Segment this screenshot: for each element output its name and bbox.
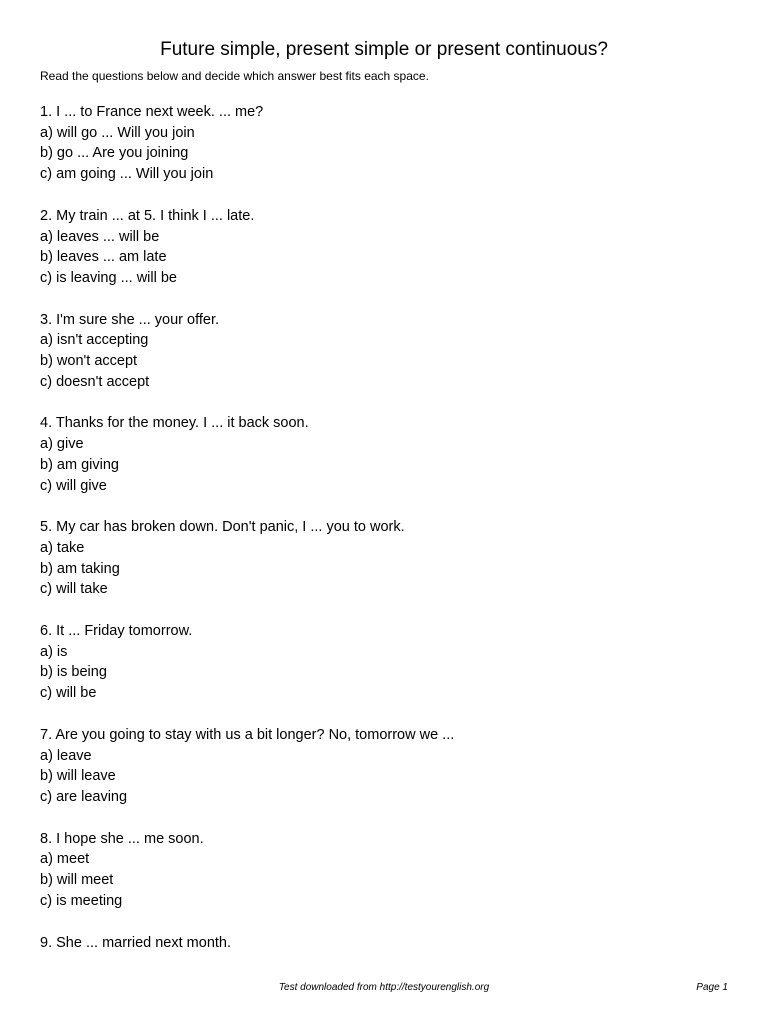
question-text: 1. I ... to France next week. ... me? [40,104,264,120]
question-text: 2. My train ... at 5. I think I ... late. [40,207,255,224]
answer-option: c) doesn't accept [40,373,150,390]
answer-option: b) will meet [40,872,114,889]
question-text: 9. She ... married next month. [40,934,232,951]
page-title: Future simple, present simple or present continuous? [160,39,608,60]
question-8 [40,829,730,912]
question-3 [40,310,730,393]
answer-option: b) won't accept [40,353,138,370]
answer-option: a) leaves ... will be [40,228,160,245]
question-text: 8. I hope she ... me soon. [40,830,204,847]
answer-option: b) am giving [40,456,119,473]
question-list [40,102,730,974]
question-4 [40,413,730,496]
question-text: 7. Are you going to stay with us a bit longer? No, tomorrow we ... [40,726,455,743]
question-2 [40,206,730,289]
answer-option: b) am taking [40,560,120,577]
page-number: Page 1 [696,982,728,993]
answer-option: a) isn't accepting [40,332,149,349]
answer-option: a) give [40,436,84,453]
question-text: 6. It ... Friday tomorrow. [40,623,193,640]
answer-option: a) meet [40,851,90,868]
question-text: 5. My car has broken down. Don't panic, I ... you to work. [40,519,405,536]
answer-option: b) is being [40,664,107,681]
answer-option: b) leaves ... am late [40,249,167,266]
instructions-text: Read the questions below and decide which answer best fits each space. [40,69,429,83]
answer-option: c) will give [40,477,107,494]
answer-option: a) take [40,539,85,556]
answer-option: c) are leaving [40,788,128,805]
answer-option: c) is meeting [40,892,123,909]
footer-source: Test downloaded from http://testyourenglish.org [278,982,490,993]
answer-option: a) is [40,643,68,660]
answer-option: b) go ... Are you joining [40,145,189,162]
question-text: 3. I'm sure she ... your offer. [40,311,219,328]
answer-option: c) will be [40,685,97,702]
answer-option: c) will take [40,581,108,598]
question-text: 4. Thanks for the money. I ... it back soon. [40,415,309,432]
question-1 [40,102,730,185]
question-6 [40,621,730,704]
question-9 [40,933,730,954]
answer-option: c) is leaving ... will be [40,269,177,286]
answer-option: c) am going ... Will you join [40,166,214,183]
answer-option: b) will leave [40,768,116,785]
question-5 [40,517,730,600]
question-7 [40,725,730,808]
answer-option: a) leave [40,747,92,764]
answer-option: a) will go ... Will you join [40,124,195,141]
